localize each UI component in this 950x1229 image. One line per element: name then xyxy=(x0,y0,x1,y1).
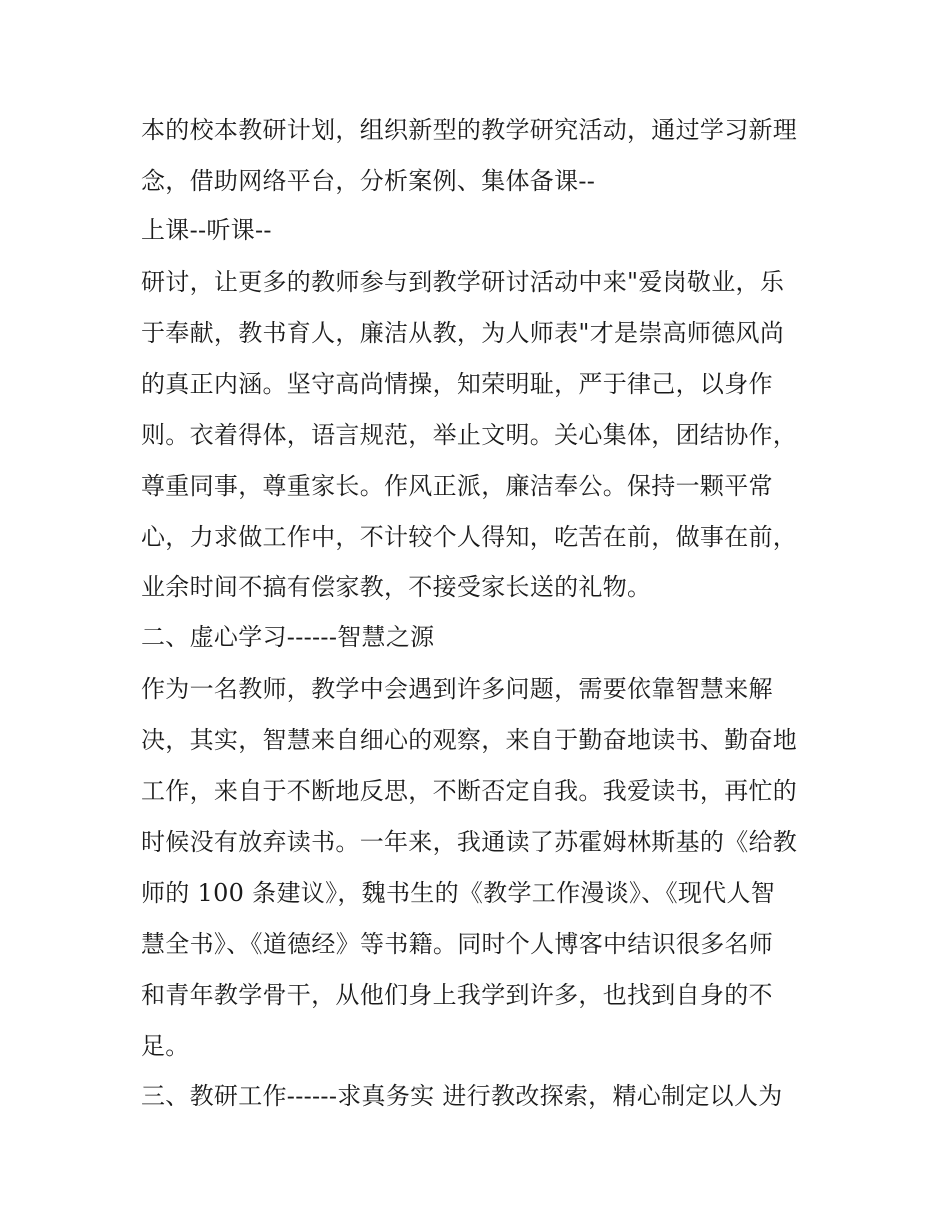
text-line: 念，借助网络平台，分析案例、集体备课-- xyxy=(141,167,596,195)
text-line: 研讨，让更多的教师参与到教学研讨活动中来"爱岗敬业，乐 xyxy=(141,268,785,296)
text-line: 工作，来自于不断地反思，不断否定自我。我爱读书，再忙的 xyxy=(141,777,798,805)
text-line: 心，力求做工作中，不计较个人得知，吃苦在前，做事在前， xyxy=(141,523,798,551)
text-line: 业余时间不搞有偿家教，不接受家长送的礼物。 xyxy=(141,573,652,601)
text-line: 师的 100 条建议》，魏书生的《教学工作漫谈》、《现代人智 xyxy=(141,879,776,907)
text-line: 上课--听课-- xyxy=(141,216,272,244)
text-line: 时候没有放弃读书。一年来，我通读了苏霍姆林斯基的《给教 xyxy=(141,828,798,856)
text-line: 慧全书》、《道德经》等书籍。同时个人博客中结识很多名师 xyxy=(141,930,774,958)
text-line: 作为一名教师，教学中会遇到许多问题，需要依靠智慧来解 xyxy=(141,675,773,703)
text-line: 决，其实，智慧来自细心的观察，来自于勤奋地读书、勤奋地 xyxy=(141,726,798,754)
text-line: 本的校本教研计划，组织新型的教学研究活动，通过学习新理 xyxy=(141,116,798,144)
text-line: 的真正内涵。坚守高尚情操，知荣明耻，严于律己，以身作 xyxy=(141,370,773,398)
text-line: 足。 xyxy=(141,1032,190,1060)
section-heading: 二、虚心学习------智慧之源 xyxy=(141,623,435,651)
text-line: 尊重同事，尊重家长。作风正派，廉洁奉公。保持一颗平常 xyxy=(141,472,773,500)
text-line: 和青年教学骨干，从他们身上我学到许多，也找到自身的不 xyxy=(141,981,773,1009)
text-line: 于奉献，教书育人，廉洁从教，为人师表"才是崇高师德风尚 xyxy=(141,319,785,347)
section-heading: 三、教研工作------求真务实 进行教改探索，精心制定以人为 xyxy=(141,1082,783,1110)
text-line: 则。衣着得体，语言规范，举止文明。关心集体，团结协作， xyxy=(141,421,798,449)
